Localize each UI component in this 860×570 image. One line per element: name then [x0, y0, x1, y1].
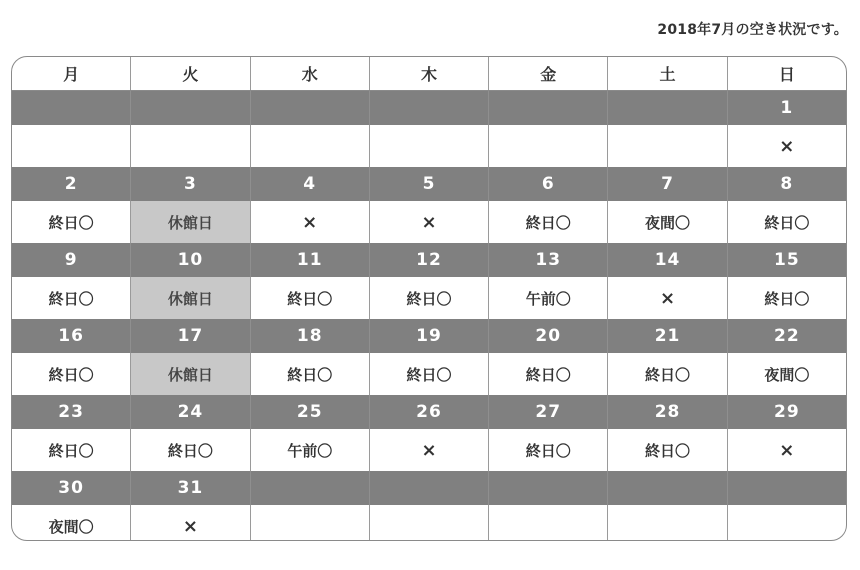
date-row — [12, 395, 846, 429]
day-number: 15 — [727, 243, 846, 277]
availability-cell — [369, 125, 488, 167]
day-number: 28 — [607, 395, 726, 429]
availability-cell: 夜間〇 — [727, 353, 846, 395]
availability-cell: 終日〇 — [488, 429, 607, 471]
day-number — [488, 471, 607, 505]
availability-cell: × — [369, 429, 488, 471]
status-row — [12, 505, 846, 541]
availability-cell: 終日〇 — [727, 277, 846, 319]
status-row — [12, 429, 846, 471]
calendar-weeks — [12, 91, 846, 541]
day-number: 14 — [607, 243, 726, 277]
availability-cell: 終日〇 — [130, 429, 249, 471]
weekday-tue: 火 — [130, 57, 249, 90]
availability-cell: 終日〇 — [607, 429, 726, 471]
availability-cell: × — [727, 125, 846, 167]
day-number: 27 — [488, 395, 607, 429]
weekday-sat: 土 — [607, 57, 726, 90]
availability-cell: × — [727, 429, 846, 471]
date-row — [12, 319, 846, 353]
availability-cell: 終日〇 — [48, 213, 94, 232]
status-row — [12, 277, 846, 319]
day-number: 3 — [130, 167, 249, 201]
availability-cell: 午前〇 — [488, 277, 607, 319]
availability-cell: 終日〇 — [488, 201, 607, 243]
availability-cell: 夜間〇 — [607, 201, 726, 243]
closed-day-cell: 休館日 — [130, 201, 249, 243]
availability-cell — [250, 505, 369, 541]
availability-cell: 終日〇 — [607, 353, 726, 395]
status-row — [12, 201, 846, 243]
availability-cell: × — [607, 277, 726, 319]
availability-cell — [727, 505, 846, 541]
day-number: 7 — [607, 167, 726, 201]
day-number: 26 — [369, 395, 488, 429]
availability-calendar — [11, 56, 847, 541]
day-number: 20 — [488, 319, 607, 353]
day-number — [369, 471, 488, 505]
availability-cell: 終日〇 — [488, 353, 607, 395]
day-number: 18 — [250, 319, 369, 353]
availability-cell — [250, 125, 369, 167]
day-number: 30 — [58, 478, 84, 498]
day-number: 5 — [369, 167, 488, 201]
availability-cell: 終日〇 — [48, 365, 94, 384]
availability-cell: 終日〇 — [48, 289, 94, 308]
availability-cell — [488, 505, 607, 541]
weekday-fri: 金 — [488, 57, 607, 90]
weekday-header-row — [12, 57, 846, 91]
day-number — [607, 471, 726, 505]
availability-cell: 午前〇 — [250, 429, 369, 471]
day-number: 29 — [727, 395, 846, 429]
availability-cell — [607, 505, 726, 541]
day-number: 11 — [250, 243, 369, 277]
day-number — [727, 471, 846, 505]
day-number — [488, 91, 607, 125]
date-row — [12, 167, 846, 201]
availability-cell: 終日〇 — [250, 353, 369, 395]
day-number: 19 — [369, 319, 488, 353]
availability-cell: × — [369, 201, 488, 243]
day-number: 10 — [130, 243, 249, 277]
availability-cell — [369, 505, 488, 541]
day-number: 4 — [250, 167, 369, 201]
day-number: 31 — [130, 471, 249, 505]
availability-cell: × — [130, 505, 249, 541]
day-number: 13 — [488, 243, 607, 277]
day-number — [250, 471, 369, 505]
date-row — [12, 91, 846, 125]
day-number: 6 — [488, 167, 607, 201]
day-number: 1 — [727, 91, 846, 125]
availability-cell: 終日〇 — [727, 201, 846, 243]
weekday-thu: 木 — [369, 57, 488, 90]
weekday-wed: 水 — [250, 57, 369, 90]
availability-cell: 終日〇 — [48, 441, 94, 460]
availability-cell — [12, 125, 130, 167]
day-number: 8 — [727, 167, 846, 201]
availability-cell: 終日〇 — [369, 277, 488, 319]
closed-day-cell: 休館日 — [130, 353, 249, 395]
day-number — [130, 91, 249, 125]
availability-cell — [607, 125, 726, 167]
availability-cell: 終日〇 — [250, 277, 369, 319]
day-number: 17 — [130, 319, 249, 353]
availability-cell: × — [250, 201, 369, 243]
day-number: 23 — [58, 402, 84, 422]
day-number — [12, 91, 130, 125]
day-number — [369, 91, 488, 125]
availability-cell — [130, 125, 249, 167]
day-number — [250, 91, 369, 125]
day-number: 12 — [369, 243, 488, 277]
day-number: 24 — [130, 395, 249, 429]
day-number — [607, 91, 726, 125]
weekday-sun: 日 — [727, 57, 846, 90]
day-number: 22 — [727, 319, 846, 353]
date-row — [12, 243, 846, 277]
status-row — [12, 125, 846, 167]
date-row — [12, 471, 846, 505]
day-number: 9 — [64, 250, 78, 270]
weekday-mon: 月 — [63, 65, 80, 84]
day-number: 16 — [58, 326, 84, 346]
availability-caption: 2018年7月の空き状況です。 — [657, 22, 848, 38]
availability-cell — [488, 125, 607, 167]
day-number: 25 — [250, 395, 369, 429]
day-number: 21 — [607, 319, 726, 353]
status-row — [12, 353, 846, 395]
day-number: 2 — [64, 174, 78, 194]
availability-cell: 夜間〇 — [48, 517, 94, 536]
availability-cell: 終日〇 — [369, 353, 488, 395]
closed-day-cell: 休館日 — [130, 277, 249, 319]
